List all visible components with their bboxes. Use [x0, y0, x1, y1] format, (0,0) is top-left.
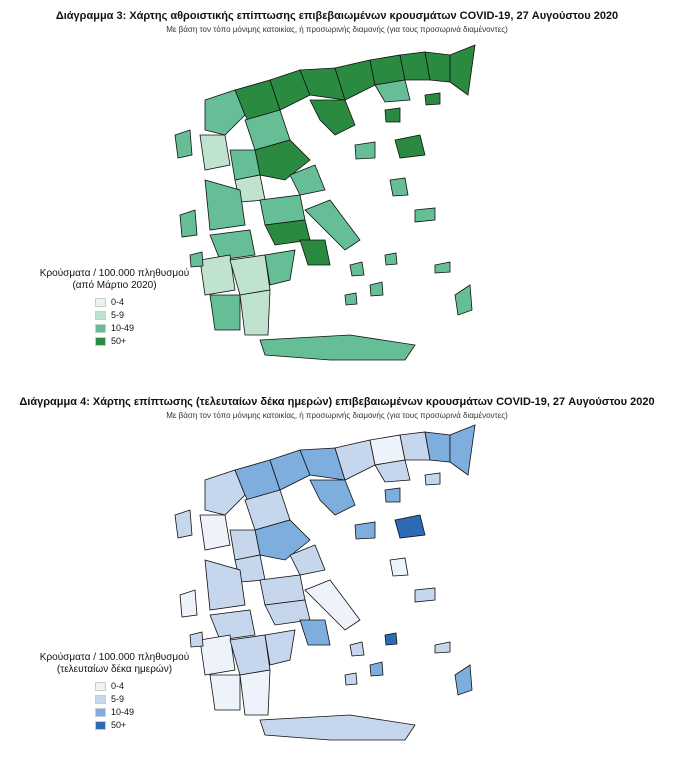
map1-region-limnos [355, 142, 375, 159]
map2-region-kos [435, 642, 450, 653]
map2-region-thasos [385, 488, 400, 502]
map2-region-epirus-south [200, 515, 230, 550]
map2-legend-item [95, 719, 207, 731]
map1-region-zakynthos [190, 252, 203, 267]
map2-region-messinia [210, 675, 240, 710]
map1-legend-item [95, 296, 207, 308]
map1-legend-swatch [95, 337, 106, 346]
map2-title: Διάγραμμα 4: Χάρτης επίπτωσης (τελευταίων δέκα ημερών) επιβεβαιωμένων κρουσμάτων COVID-19, 27 Αυγούστου 2020 [19, 396, 655, 408]
map2-region-cyclades-3 [345, 673, 357, 685]
map2-legend-label: 0-4 [111, 681, 125, 691]
map1-region-cyclades-2 [370, 282, 383, 296]
map1-legend-label: 10-49 [111, 323, 135, 333]
map2-region-argolida [265, 630, 295, 665]
map1-legend-item [95, 309, 207, 321]
map2-region-zakynthos [190, 632, 203, 647]
map1-region-samos [415, 208, 435, 222]
map2-region-attica [300, 620, 330, 645]
map1-legend-item [95, 322, 207, 334]
map2-region-arkadia [230, 635, 270, 675]
map1-legend-item [95, 335, 207, 347]
map2-legend-title: Κρούσματα / 100.000 πληθυσμού [39, 652, 190, 663]
map2-subtitle: Με βάση τον τόπο μόνιμης κατοικίας, ή προσωρινής διαμονής (για τους προσωρινά διαμένοντες) [166, 411, 508, 420]
map1-legend-title: Κρούσματα / 100.000 πληθυσμού [39, 268, 190, 279]
map1-legend-label: 50+ [111, 336, 127, 346]
map1-region-rhodes [455, 285, 472, 315]
map1-region-cyclades-4 [385, 253, 397, 265]
map1-legend-swatch [95, 324, 106, 333]
map2-region-samothraki [425, 473, 440, 485]
map1-region-kos [435, 262, 450, 273]
map2-region-limnos [355, 522, 375, 539]
map2-region-samos [415, 588, 435, 602]
map2-region-corfu [175, 510, 192, 538]
map1-region-cyclades-3 [345, 293, 357, 305]
map1-legend-swatch [95, 311, 106, 320]
map2-legend-swatch [95, 682, 106, 691]
map2-legend-swatch [95, 721, 106, 730]
map1-region-chios [390, 178, 408, 196]
map1-region-crete [260, 335, 415, 360]
map1-region-lakonia [240, 290, 270, 335]
map1-subtitle: Με βάση τον τόπο μόνιμης κατοικίας, ή προσωρινής διαμονής (για τους προσωρινά διαμένοντες) [166, 25, 508, 34]
map2-region-cyclades-2 [370, 662, 383, 676]
map1-legend [22, 268, 207, 347]
map2-legend-label: 10-49 [111, 707, 135, 717]
map2-region-achaia [210, 610, 255, 640]
map1-legend-label: 5-9 [111, 310, 125, 320]
map1-region-cyclades-1 [350, 262, 364, 276]
map2-region-chalkidiki [310, 480, 355, 515]
map2-region-cyclades-4 [385, 633, 397, 645]
map2-region-chios [390, 558, 408, 576]
map1-region-kefalonia [180, 210, 197, 237]
map2-legend-label: 5-9 [111, 694, 125, 704]
map1-legend-label: 0-4 [111, 297, 125, 307]
map1-region-chalkidiki [310, 100, 355, 135]
map2-legend-swatch [95, 695, 106, 704]
map1-region-attica [300, 240, 330, 265]
map1-region-samothraki [425, 93, 440, 105]
map2-region-lakonia [240, 670, 270, 715]
map2-region-kefalonia [180, 590, 197, 617]
map2-legend-item [95, 706, 207, 718]
map1-region-epirus-south [200, 135, 230, 170]
map1-title: Διάγραμμα 3: Χάρτης αθροιστικής επίπτωσης επιβεβαιωμένων κρουσμάτων COVID-19, 27 Αυγούστου 2020 [55, 10, 619, 22]
map2-region-lesvos [395, 515, 425, 538]
map1-region-lesvos [395, 135, 425, 158]
map1-region-thasos [385, 108, 400, 122]
map1-region-achaia [210, 230, 255, 260]
map2-region-evros [450, 425, 475, 475]
map1-legend-swatch [95, 298, 106, 307]
map2-region-crete [260, 715, 415, 740]
map2-legend-label: 50+ [111, 720, 127, 730]
map1-region-corfu [175, 130, 192, 158]
map2-legend-subtitle: (τελευταίων δέκα ημερών) [56, 664, 173, 675]
map2-legend-swatch [95, 708, 106, 717]
map1-region-messinia [210, 295, 240, 330]
map1-region-evros [450, 45, 475, 95]
map2-region-rhodes [455, 665, 472, 695]
map1-region-argolida [265, 250, 295, 285]
map2-region-cyclades-1 [350, 642, 364, 656]
map2-legend-item [95, 693, 207, 705]
map2-legend-item [95, 680, 207, 692]
map1-region-arkadia [230, 255, 270, 295]
map1-legend-subtitle: (από Μάρτιο 2020) [72, 280, 157, 291]
map2-legend [22, 652, 207, 731]
